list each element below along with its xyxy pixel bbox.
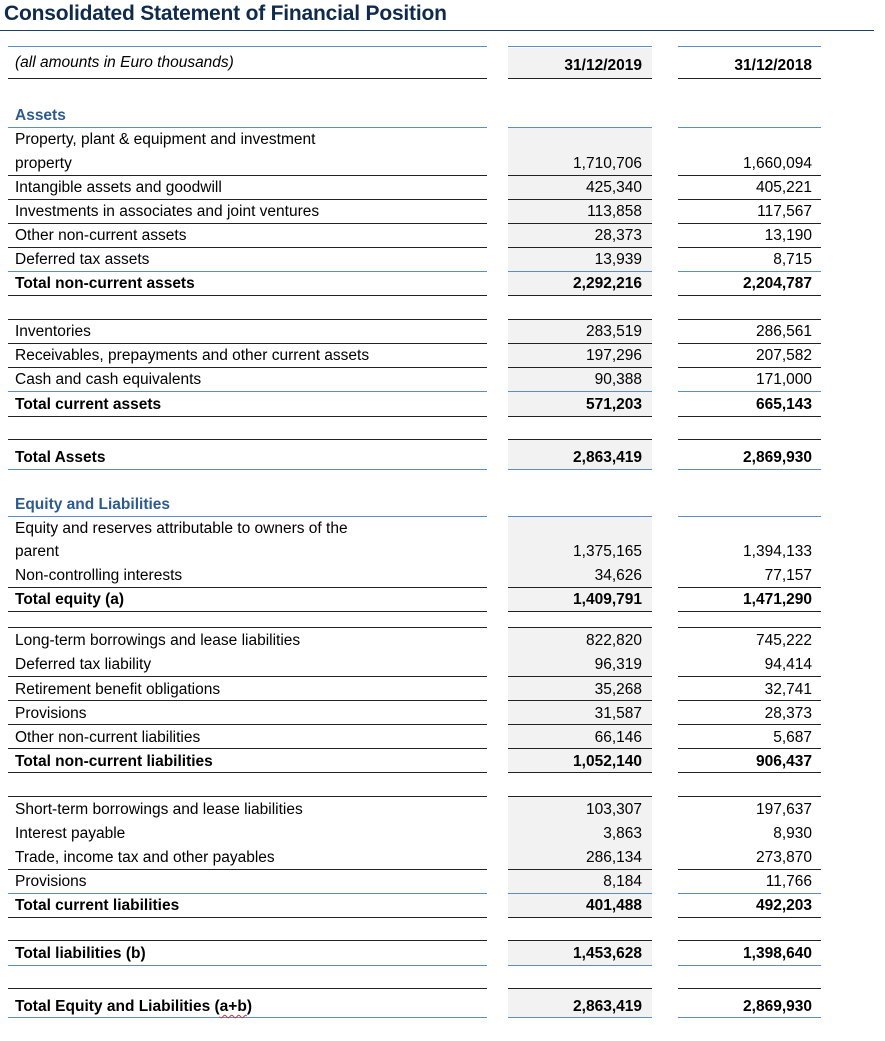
label-prefix: Total Equity and Liabilities (: [15, 998, 220, 1015]
row-label: Deferred tax assets: [15, 251, 150, 268]
value-2018: 273,870: [755, 849, 812, 866]
row-label: Equity and reserves attributable to owners of the: [15, 520, 348, 537]
row-label: Cash and cash equivalents: [15, 371, 202, 388]
total-value-2018: 1,471,290: [743, 591, 812, 608]
total-assets-label: Total Assets: [15, 449, 106, 466]
table-rule: [678, 439, 821, 440]
total-value-2018: 906,437: [755, 753, 812, 770]
table-rule: [8, 439, 487, 440]
value-2018: 8,930: [773, 825, 812, 842]
row-label: Trade, income tax and other payables: [15, 849, 275, 866]
table-rule: [508, 127, 652, 128]
value-2018: 197,637: [755, 801, 812, 818]
total-value-2019: 1,052,140: [573, 753, 642, 770]
row-label: Deferred tax liability: [15, 656, 152, 673]
row-label: Other non-current liabilities: [15, 729, 201, 746]
value-2019: 13,939: [594, 251, 642, 268]
row-label: Retirement benefit obligations: [15, 681, 221, 698]
column-header-2019: 31/12/2019: [564, 57, 642, 74]
table-rule: [508, 516, 652, 517]
table-rule: [678, 78, 821, 79]
total-assets-2019: 2,863,419: [573, 449, 642, 466]
value-2018: 13,190: [764, 227, 812, 244]
value-2018: 28,373: [764, 705, 812, 722]
table-rule: [8, 627, 487, 628]
table-rule: [678, 796, 821, 797]
value-2018: 117,567: [757, 203, 812, 220]
table-rule: [678, 627, 821, 628]
row-label: Other non-current assets: [15, 227, 187, 244]
value-2019: 425,340: [585, 179, 642, 196]
section-heading-assets: Assets: [15, 107, 66, 124]
total-value-2019: 2,292,216: [573, 275, 642, 292]
column-header-2018: 31/12/2018: [734, 57, 812, 74]
total-row-label: Total non-current liabilities: [15, 753, 213, 770]
row-label: Non-controlling interests: [15, 567, 183, 584]
value-2018: 286,561: [755, 323, 812, 340]
value-2019: 1,375,165: [573, 543, 642, 560]
total-row-label: Total current liabilities: [15, 897, 180, 914]
section-heading-equity-liabilities: Equity and Liabilities: [15, 496, 171, 513]
value-2018: 11,766: [765, 873, 812, 890]
table-rule: [508, 940, 652, 941]
value-2019: 31,587: [594, 705, 642, 722]
table-rule: [508, 988, 652, 989]
value-2019: 28,373: [594, 227, 642, 244]
table-rule: [8, 796, 487, 797]
value-2019: 286,134: [585, 849, 642, 866]
value-2019: 283,519: [585, 323, 642, 340]
table-rule: [8, 988, 487, 989]
row-label: parent: [15, 543, 59, 560]
table-rule: [8, 78, 487, 79]
total-liabilities-2019: 1,453,628: [573, 945, 642, 962]
value-2018: 1,660,094: [743, 155, 812, 172]
table-rule: [678, 46, 821, 47]
value-2018: 405,221: [755, 179, 812, 196]
value-2018: 745,222: [755, 632, 812, 649]
value-2019: 66,146: [594, 729, 642, 746]
value-2018: 1,394,133: [743, 543, 812, 560]
row-label: Long-term borrowings and lease liabilities: [15, 632, 301, 649]
total-value-2019: 571,203: [585, 396, 642, 413]
table-rule: [508, 439, 652, 440]
total-value-2019: 1,409,791: [573, 591, 642, 608]
value-2019: 113,858: [587, 203, 642, 220]
table-rule: [8, 46, 487, 47]
row-label: Receivables, prepayments and other current assets: [15, 347, 370, 364]
row-label: Provisions: [15, 873, 87, 890]
value-2019: 822,820: [585, 632, 642, 649]
total-assets-2018: 2,869,930: [743, 449, 812, 466]
value-2019: 3,863: [603, 825, 642, 842]
total-row-label: Total current assets: [15, 396, 162, 413]
total-value-2018: 492,203: [755, 897, 812, 914]
total-liabilities-label: Total liabilities (b): [15, 945, 146, 962]
total-equity-liabilities-2018: 2,869,930: [743, 998, 812, 1015]
value-2018: 8,715: [773, 251, 812, 268]
label-suffix: ): [246, 998, 252, 1015]
table-rule: [678, 940, 821, 941]
value-2018: 171,000: [755, 371, 812, 388]
value-2019: 8,184: [603, 873, 642, 890]
total-value-2019: 401,488: [585, 897, 642, 914]
table-rule: [508, 796, 652, 797]
value-2019: 90,388: [594, 371, 642, 388]
table-rule: [508, 627, 652, 628]
row-label: Interest payable: [15, 825, 126, 842]
table-rule: [508, 78, 652, 79]
total-liabilities-2018: 1,398,640: [743, 945, 812, 962]
value-2019: 96,319: [594, 656, 642, 673]
table-rule: [678, 988, 821, 989]
title-underline: [0, 30, 874, 31]
row-label: Investments in associates and joint ventures: [15, 203, 320, 220]
row-label: Property, plant & equipment and investment: [15, 131, 316, 148]
value-2018: 32,741: [764, 681, 812, 698]
value-2019: 1,710,706: [573, 155, 642, 172]
units-note: (all amounts in Euro thousands): [15, 54, 234, 71]
row-label: Short-term borrowings and lease liabilities: [15, 801, 303, 818]
table-rule: [678, 516, 821, 517]
row-label: Intangible assets and goodwill: [15, 179, 222, 196]
table-rule: [508, 46, 652, 47]
value-2018: 77,157: [764, 567, 812, 584]
value-2019: 197,296: [585, 347, 642, 364]
total-equity-liabilities-label: [15, 995, 252, 1019]
value-2018: 207,582: [755, 347, 812, 364]
row-label: Inventories: [15, 323, 91, 340]
row-label: property: [15, 155, 72, 172]
row-label: Provisions: [15, 705, 87, 722]
value-2019: 34,626: [594, 567, 642, 584]
total-equity-liabilities-2019: 2,863,419: [573, 998, 642, 1015]
spellcheck-flagged-text: a+b: [219, 998, 247, 1015]
value-2019: 35,268: [594, 681, 642, 698]
table-rule: [8, 940, 487, 941]
total-row-label: Total non-current assets: [15, 275, 195, 292]
table-rule: [678, 127, 821, 128]
total-row-label: Total equity (a): [15, 591, 125, 608]
total-value-2018: 2,204,787: [743, 275, 812, 292]
value-2018: 5,687: [773, 729, 812, 746]
total-value-2018: 665,143: [755, 396, 812, 413]
page-title: Consolidated Statement of Financial Position: [4, 2, 447, 25]
value-2018: 94,414: [764, 656, 812, 673]
value-2019: 103,307: [585, 801, 642, 818]
